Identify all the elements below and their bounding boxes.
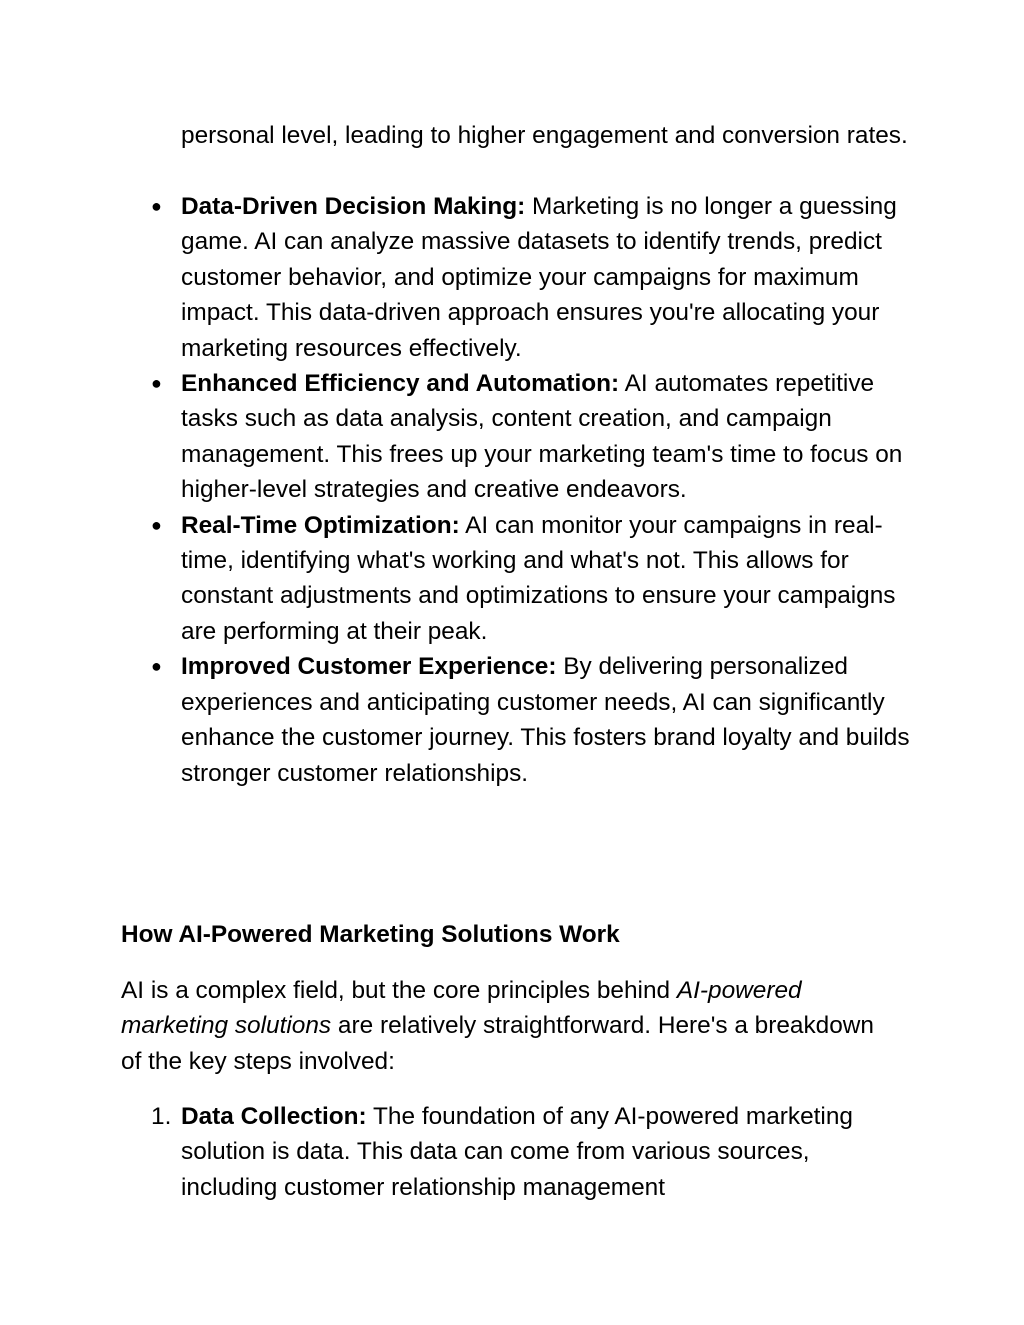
list-item xyxy=(0,1099,911,1205)
benefit-title: Enhanced Efficiency and Automation: xyxy=(181,370,620,398)
intro-text-before: AI is a complex field, but the core principles behind xyxy=(121,977,677,1004)
intro-text-after: are relatively straightforward. Here's a breakdown of the key steps involved: xyxy=(121,1012,874,1075)
list-item xyxy=(0,189,921,366)
list-item xyxy=(0,649,921,791)
benefit-text: AI can monitor your campaigns in real-time, identifying what's working and what's not. This allows for constant adjustments and optimizations to ensure your campaigns are performing at their peak. xyxy=(181,511,896,645)
bullet-icon: ● xyxy=(151,373,162,394)
benefits-list xyxy=(0,189,1024,791)
intro-italic-phrase: AI-powered marketing solutions xyxy=(121,977,802,1040)
step-text: The foundation of any AI-powered marketing solution is data. This data can come from various sources, including customer relationship management xyxy=(181,1103,853,1201)
bullet-icon: ● xyxy=(151,514,162,535)
benefit-text: Marketing is no longer a guessing game. AI can analyze massive datasets to identify trends, predict customer behavior, and optimize your campaigns for maximum impact. This data-driven approach ensures you're allocating your marketing resources effectively. xyxy=(181,193,897,362)
step-title: Data Collection: xyxy=(181,1103,367,1130)
bullet-icon: ● xyxy=(151,656,162,677)
benefit-title: Real-Time Optimization: xyxy=(181,511,460,539)
benefit-title: Improved Customer Experience: xyxy=(181,653,557,681)
benefit-text: By delivering personalized experiences and anticipating customer needs, AI can significantly enhance the customer journey. This fosters brand loyalty and builds stronger customer relationships. xyxy=(181,653,910,787)
section-heading: How AI-Powered Marketing Solutions Work xyxy=(121,921,620,948)
list-item xyxy=(0,366,921,508)
steps-list xyxy=(0,1099,1024,1205)
continuation-paragraph: personal level, leading to higher engagement and conversion rates. xyxy=(181,122,908,149)
bullet-icon: ● xyxy=(151,196,162,216)
list-item xyxy=(0,508,921,650)
intro-paragraph xyxy=(121,973,891,1079)
step-number: 1. xyxy=(151,1103,172,1130)
benefit-text: AI automates repetitive tasks such as data analysis, content creation, and campaign management. This frees up your marketing team's time to focus on higher-level strategies and creative endeavors. xyxy=(181,370,903,504)
benefit-title: Data-Driven Decision Making: xyxy=(181,193,526,220)
